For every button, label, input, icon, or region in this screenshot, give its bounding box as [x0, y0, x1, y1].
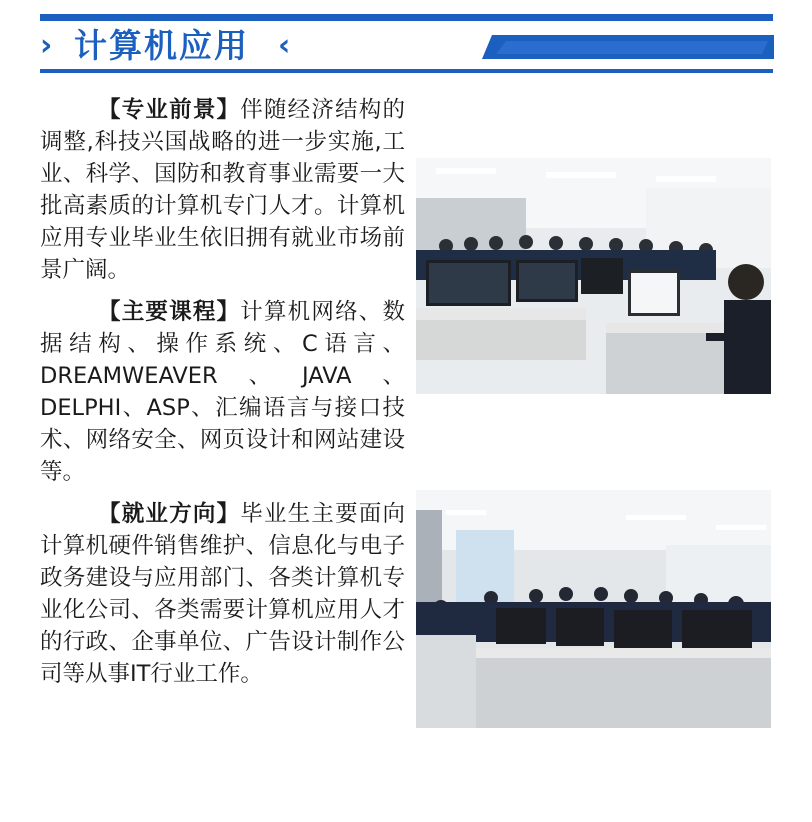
section-lead: 【专业前景】 — [98, 97, 241, 123]
section-careers — [40, 498, 405, 690]
computer-lab-photo-1 — [416, 158, 771, 394]
section-body: 毕业生主要面向计算机硬件销售维护、信息化与电子政务建设与应用部门、各类计算机专业化公司、各类需要计算机应用人才的行政、企事单位、广告设计制作公司等从事IT行业工作。 — [40, 501, 405, 687]
section-body: 计算机网络、数据结构、操作系统、C语言、DREAMWEAVER、JAVA、DELPHI、ASP、汇编语言与接口技术、网络安全、网页设计和网站建设等。 — [40, 299, 405, 485]
header-stripe-decoration — [482, 32, 774, 62]
chevron-right-icon: › — [40, 28, 53, 63]
chevron-left-icon: ‹ — [278, 28, 291, 63]
section-title: 计算机应用 — [74, 26, 249, 65]
text-column — [40, 94, 405, 700]
section-courses — [40, 296, 405, 488]
header-bottom-rule — [40, 69, 773, 73]
section-lead: 【就业方向】 — [98, 501, 241, 527]
header-top-rule — [40, 14, 773, 21]
section-prospects — [40, 94, 405, 286]
computer-lab-photo-2 — [416, 490, 771, 728]
section-lead: 【主要课程】 — [98, 299, 241, 325]
section-body: 伴随经济结构的调整,科技兴国战略的进一步实施,工业、科学、国防和教育事业需要一大批高素质的计算机专门人才。计算机应用专业毕业生依旧拥有就业市场前景广阔。 — [40, 97, 405, 283]
